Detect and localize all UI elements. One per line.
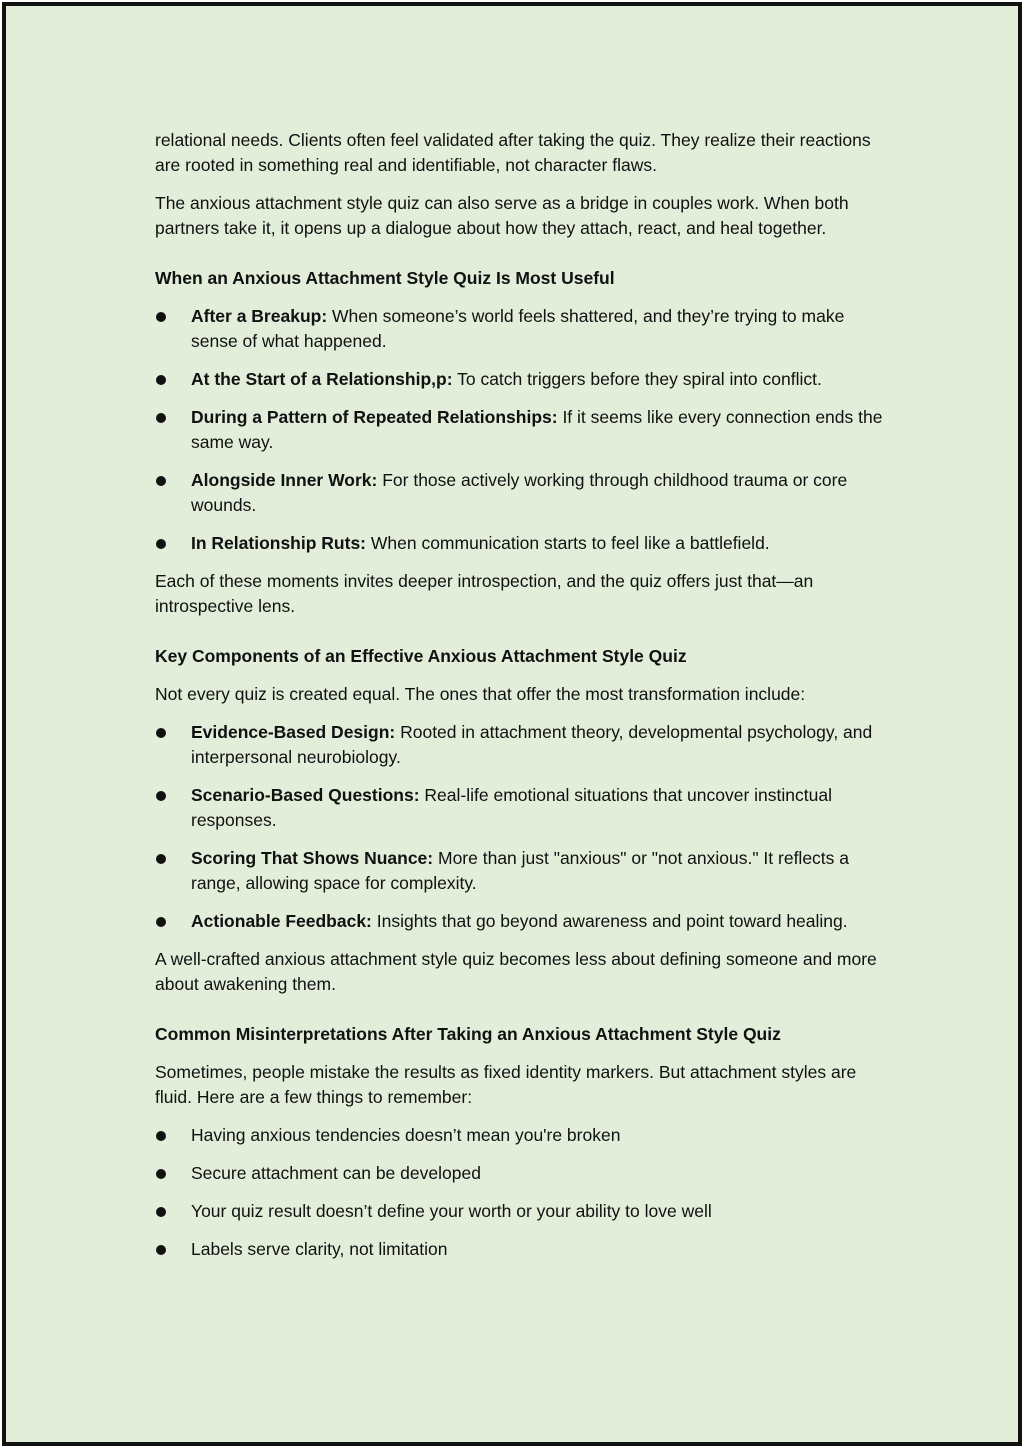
item-text: Real-life emotional situations that uncover instinctual responses.: [191, 785, 832, 830]
bullet-icon: [156, 854, 166, 864]
bullet-icon: [156, 312, 166, 322]
list-item: [155, 909, 885, 934]
item-text: When communication starts to feel like a battlefield.: [366, 533, 770, 553]
item-term: Scoring That Shows Nuance:: [191, 848, 434, 868]
item-text: Your quiz result doesn’t define your worth or your ability to love well: [191, 1201, 712, 1221]
paragraph-section2-intro: Not every quiz is created equal. The ones that offer the most transformation include:: [155, 684, 806, 704]
bullet-icon: [156, 728, 166, 738]
item-term: In Relationship Ruts:: [191, 533, 366, 553]
paragraph-intro-2: The anxious attachment style quiz can also serve as a bridge in couples work. When both partners take it, it opens up a dialogue about how they attach, react, and heal together.: [155, 193, 849, 238]
list-item: [155, 783, 885, 833]
bullet-icon: [156, 539, 166, 549]
item-text: Insights that go beyond awareness and point toward healing.: [371, 911, 848, 931]
list-item: [155, 1123, 885, 1148]
item-text: Labels serve clarity, not limitation: [191, 1239, 448, 1259]
list-item: [155, 846, 885, 896]
item-text: Having anxious tendencies doesn’t mean you're broken: [191, 1125, 621, 1145]
item-term: Alongside Inner Work:: [191, 470, 378, 490]
item-text: Secure attachment can be developed: [191, 1163, 481, 1183]
list-item: [155, 367, 885, 392]
bullet-icon: [156, 917, 166, 927]
heading-most-useful: When an Anxious Attachment Style Quiz Is Most Useful: [155, 268, 615, 288]
item-text: To catch triggers before they spiral into conflict.: [452, 369, 822, 389]
paragraph-section3-intro: Sometimes, people mistake the results as fixed identity markers. But attachment styles are fluid. Here are a few things to remember:: [155, 1062, 857, 1107]
bullet-icon: [156, 476, 166, 486]
paragraph-intro-1: relational needs. Clients often feel validated after taking the quiz. They realize their reactions are rooted in something real and identifiable, not character flaws.: [155, 130, 871, 175]
page: [2, 2, 1022, 1446]
item-text: More than just "anxious" or "not anxious." It reflects a range, allowing space for complexity.: [191, 848, 850, 893]
list-misinterpretations: [155, 1123, 885, 1262]
bullet-icon: [156, 1245, 166, 1255]
heading-misinterpretations: Common Misinterpretations After Taking an Anxious Attachment Style Quiz: [155, 1024, 781, 1044]
bullet-icon: [156, 1131, 166, 1141]
bullet-icon: [156, 1207, 166, 1217]
item-text: When someone’s world feels shattered, and they’re trying to make sense of what happened.: [191, 306, 845, 351]
item-text: For those actively working through childhood trauma or core wounds.: [191, 470, 848, 515]
item-term: During a Pattern of Repeated Relationships:: [191, 407, 558, 427]
bullet-icon: [156, 791, 166, 801]
item-text: Rooted in attachment theory, developmental psychology, and interpersonal neurobiology.: [191, 722, 873, 767]
item-term: Evidence-Based Design:: [191, 722, 396, 742]
bullet-icon: [156, 413, 166, 423]
list-item: [155, 304, 885, 354]
bullet-icon: [156, 1169, 166, 1179]
document-body: [155, 128, 885, 1275]
paragraph-section2-closing: A well-crafted anxious attachment style quiz becomes less about defining someone and more about awakening them.: [155, 949, 877, 994]
list-item: [155, 468, 885, 518]
list-item: [155, 1161, 885, 1186]
bullet-icon: [156, 375, 166, 385]
heading-key-components: Key Components of an Effective Anxious Attachment Style Quiz: [155, 646, 687, 666]
paragraph-section1-closing: Each of these moments invites deeper introspection, and the quiz offers just that—an introspective lens.: [155, 571, 814, 616]
list-item: [155, 1199, 885, 1224]
list-item: [155, 531, 885, 556]
list-item: [155, 405, 885, 455]
list-key-components: [155, 720, 885, 934]
item-text: If it seems like every connection ends the same way.: [191, 407, 883, 452]
list-item: [155, 1237, 885, 1262]
list-most-useful: [155, 304, 885, 556]
list-item: [155, 720, 885, 770]
item-term: Actionable Feedback:: [191, 911, 372, 931]
item-term: At the Start of a Relationship,p:: [191, 369, 453, 389]
item-term: Scenario-Based Questions:: [191, 785, 420, 805]
item-term: After a Breakup:: [191, 306, 328, 326]
